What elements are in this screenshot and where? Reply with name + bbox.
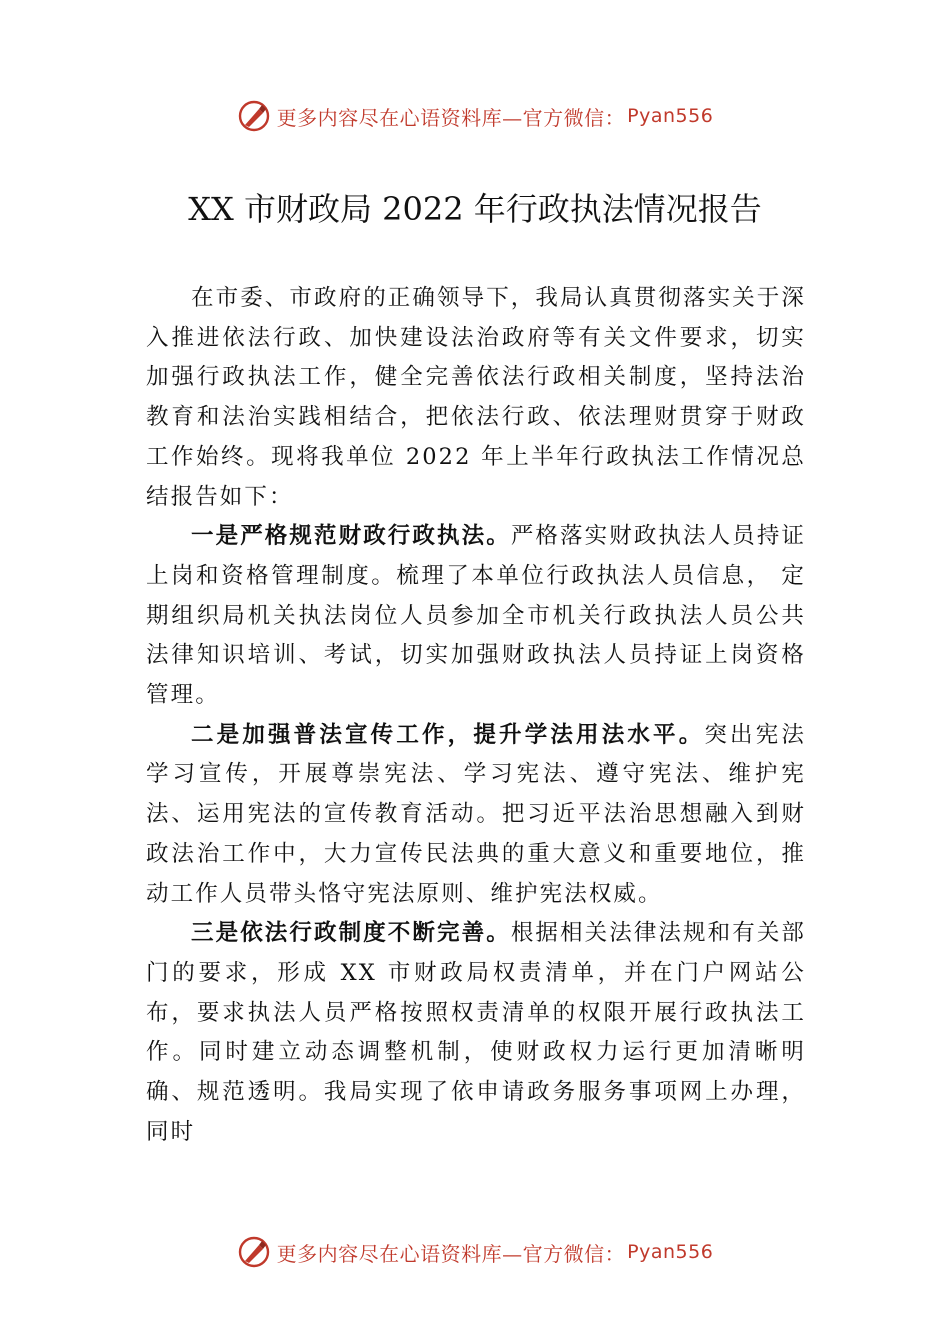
paragraph-point-three [146,914,806,1152]
paragraph-lead: 一是严格规范财政行政执法。 [191,523,511,550]
watermark-text: 更多内容尽在心语资料库—官方微信： [276,1241,626,1266]
pen-logo-icon [237,1235,271,1269]
watermark-wechat-id: Pyan556 [627,105,714,127]
page-title: XX 市财政局 2022 年行政执法情况报告 [188,190,762,228]
paragraph-lead: 三是依法行政制度不断完善。 [191,920,511,947]
paragraph-intro [146,279,806,517]
watermark-wechat-id: Pyan556 [627,1241,714,1263]
paragraph-point-one [146,517,806,716]
pen-logo-icon [237,99,271,133]
watermark-footer [0,1232,950,1272]
document-body [146,279,806,1152]
paragraph-text: 在市委、市政府的正确领导下，我局认真贯彻落实关于深入推进依法行政、加快建设法治政府等有关文件要求，切实加强行政执法工作，健全完善依法行政相关制度，坚持法治教育和法治实践相结合，把依法行政、依法理财贯穿于财政工作始终。现将我单位 2022 年上半年行政执法工作情况总结报告如下： [146,285,807,510]
paragraph-text: 突出宪法学习宣传，开展尊崇宪法、学习宪法、遵守宪法、维护宪法、运用宪法的宣传教育活动。把习近平法治思想融入到财政法治工作中，大力宣传民法典的重大意义和重要地位，推动工作人员带头恪守宪法原则、维护宪法权威。 [146,721,806,907]
watermark-text: 更多内容尽在心语资料库—官方微信： [276,105,626,130]
paragraph-text: 严格落实财政执法人员持证上岗和资格管理制度。梳理了本单位行政执法人员信息， 定期组织局机关执法岗位人员参加全市机关行政执法人员公共法律知识培训、考试，切实加强财政执法人员持证上岗资格管理。 [146,523,807,709]
watermark-header [0,96,950,136]
paragraph-lead: 二是加强普法宣传工作，提升学法用法水平。 [191,721,705,748]
paragraph-text: 根据相关法律法规和有关部门的要求，形成 XX 市财政局权责清单，并在门户网站公布，要求执法人员严格按照权责清单的权限开展行政执法工作。同时建立动态调整机制，使财政权力运行更加清晰明确、规范透明。我局实现了依申请政务服务事项网上办理，同时 [146,920,807,1145]
paragraph-point-two [146,716,806,915]
